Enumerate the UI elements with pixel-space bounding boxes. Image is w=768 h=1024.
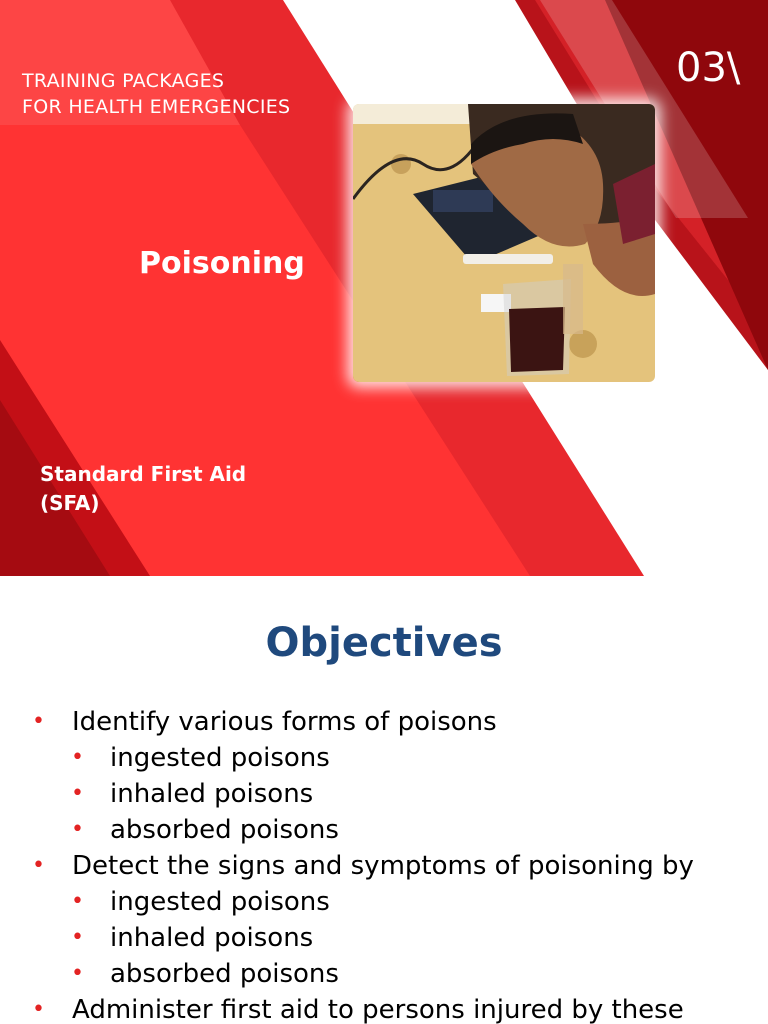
sub-objective-item — [0, 956, 694, 992]
bullet-icon: • — [32, 709, 45, 734]
objective-text: Detect the signs and symptoms of poisoning by — [72, 851, 694, 881]
objective-text: Administer first aid to persons injured by these — [72, 995, 684, 1024]
bullet-icon: • — [71, 889, 84, 914]
sub-objective-text: inhaled poisons — [110, 779, 314, 809]
sub-objective-text: absorbed poisons — [110, 959, 339, 989]
sub-objective-text: inhaled poisons — [110, 923, 314, 953]
sub-objective-item — [0, 740, 694, 776]
bullet-icon: • — [71, 817, 84, 842]
objectives-list — [0, 704, 694, 1024]
sub-objective-text: ingested poisons — [110, 887, 330, 917]
bullet-icon: • — [32, 853, 45, 878]
package-line: FOR HEALTH EMERGENCIES — [22, 96, 291, 118]
course-line: Standard First Aid — [40, 462, 247, 486]
sub-objective-text: absorbed poisons — [110, 815, 339, 845]
slide-number: 03\ — [676, 45, 741, 91]
bullet-icon: • — [32, 997, 45, 1022]
objectives-slide — [0, 576, 768, 1024]
course-line: (SFA) — [40, 491, 100, 515]
objectives-title: Objectives — [265, 620, 503, 666]
bullet-icon: • — [71, 781, 84, 806]
package-line: TRAINING PACKAGES — [22, 70, 225, 92]
objective-item — [0, 704, 694, 740]
sub-objective-item — [0, 920, 694, 956]
bullet-icon: • — [71, 745, 84, 770]
slide-title: Poisoning — [139, 246, 305, 281]
objective-text: Identify various forms of poisons — [72, 707, 497, 737]
objective-item — [0, 992, 694, 1024]
sub-objective-item — [0, 884, 694, 920]
sub-objective-item — [0, 776, 694, 812]
bullet-icon: • — [71, 961, 84, 986]
sub-objective-item — [0, 812, 694, 848]
package-title — [22, 68, 290, 120]
course-name — [40, 460, 246, 518]
objective-item — [0, 848, 694, 884]
poisoning-photo — [353, 104, 655, 382]
sub-objective-text: ingested poisons — [110, 743, 330, 773]
bullet-icon: • — [71, 925, 84, 950]
